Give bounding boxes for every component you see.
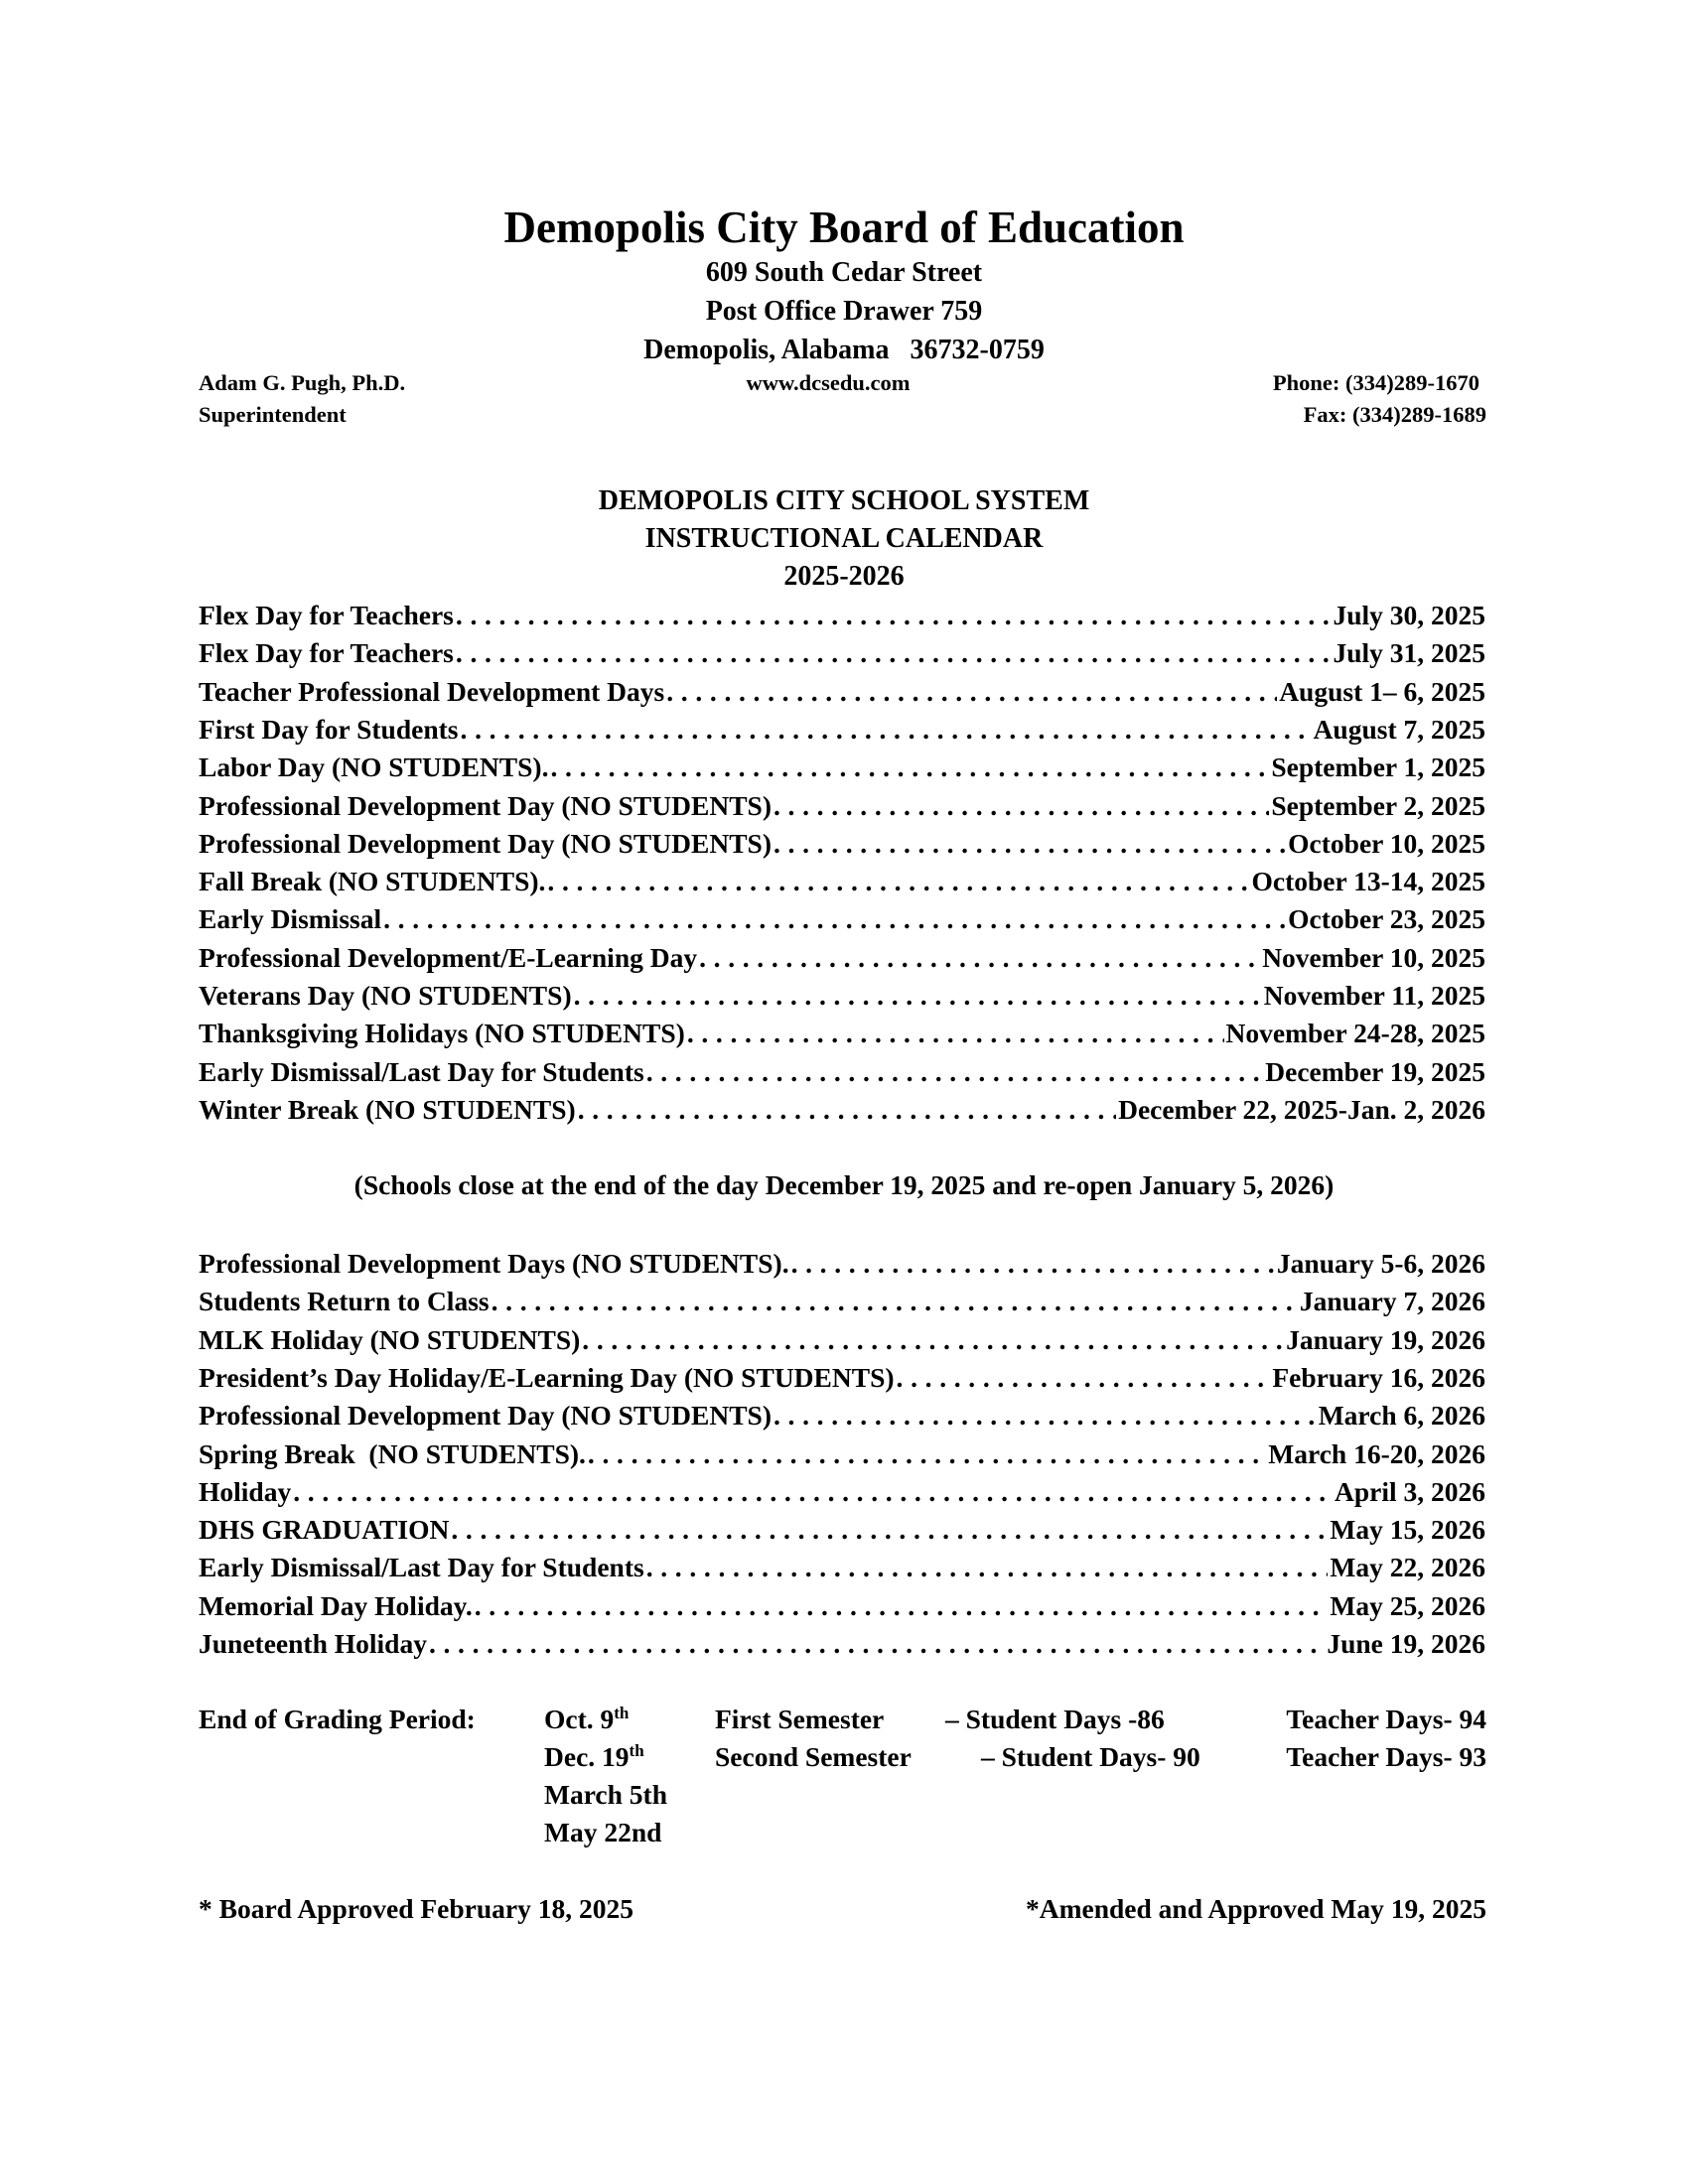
calendar-title: INSTRUCTIONAL CALENDAR [644, 523, 1044, 554]
event-date: May 15, 2026 [1330, 1514, 1485, 1546]
org-name: Demopolis City Board of Education [503, 203, 1185, 252]
dot-leader [475, 1590, 1329, 1622]
semester-teacher-days: Teacher Days- 94 [1286, 1704, 1486, 1734]
dot-leader [461, 714, 1312, 746]
calendar-row [199, 1400, 1485, 1435]
event-date: May 22, 2026 [1330, 1552, 1485, 1583]
winter-break-note: (Schools close at the end of the day December 19, 2025 and re-open January 5, 2026) [353, 1169, 1335, 1200]
calendar-row [199, 790, 1485, 826]
event-name: Professional Development Day (NO STUDENTS) [199, 1400, 772, 1432]
calendar-row [199, 942, 1485, 978]
semester-name: First Semester [715, 1704, 885, 1734]
semester-name: Second Semester [715, 1741, 912, 1772]
grading-period-date [544, 1779, 667, 1811]
calendar-row [199, 751, 1485, 787]
dot-leader [791, 1248, 1275, 1280]
calendar-row [199, 1248, 1485, 1284]
calendar-row [199, 828, 1485, 864]
school-system-heading: DEMOPOLIS CITY SCHOOL SYSTEM [598, 485, 1090, 516]
dot-leader [383, 903, 1286, 935]
event-name: Holiday [199, 1475, 292, 1507]
event-name: Professional Development Day (NO STUDENTS) [199, 827, 772, 859]
event-date: August 7, 2025 [1313, 713, 1485, 745]
address-street: 609 South Cedar Street [705, 257, 983, 288]
event-name: Flex Day for Teachers [199, 637, 454, 669]
event-name: Professional Development/E-Learning Day [199, 941, 698, 973]
event-date: January 7, 2026 [1299, 1286, 1485, 1317]
event-date: October 10, 2025 [1288, 827, 1485, 859]
calendar-row [199, 1094, 1485, 1130]
event-name: Memorial Day Holiday. [199, 1589, 473, 1621]
website-link[interactable]: www.dcsedu.com [746, 370, 911, 395]
event-name: Teacher Professional Development Days [199, 675, 665, 707]
grading-date-suffix: th [614, 1704, 630, 1722]
board-approved-note: * Board Approved February 18, 2025 [199, 1893, 633, 1924]
event-name: MLK Holiday (NO STUDENTS) [199, 1323, 581, 1355]
event-name: Fall Break (NO STUDENTS). [199, 866, 546, 897]
calendar-row [199, 1514, 1485, 1550]
event-name: Winter Break (NO STUDENTS) [199, 1093, 576, 1125]
calendar-row [199, 637, 1485, 673]
event-date: January 5-6, 2026 [1276, 1248, 1485, 1279]
event-date: November 10, 2025 [1262, 941, 1485, 973]
calendar-row [199, 903, 1485, 939]
calendar-row [199, 714, 1485, 750]
event-name: Early Dismissal/Last Day for Students [199, 1055, 644, 1087]
grading-date-base: March 5th [544, 1779, 667, 1810]
event-name: Students Return to Class [199, 1286, 490, 1317]
grading-period-date [544, 1817, 661, 1848]
event-name: Thanksgiving Holidays (NO STUDENTS) [199, 1018, 685, 1049]
calendar-row [199, 1628, 1485, 1664]
grading-date-base: Dec. 19 [544, 1741, 630, 1772]
dot-leader [451, 1514, 1328, 1546]
dot-leader [687, 1018, 1224, 1049]
event-date: April 3, 2026 [1334, 1475, 1485, 1507]
fax-number: Fax: (334)289-1689 [1303, 402, 1486, 427]
event-date: December 22, 2025-Jan. 2, 2026 [1118, 1093, 1485, 1125]
event-date: July 31, 2025 [1333, 637, 1485, 669]
calendar-row [199, 866, 1485, 901]
grading-period-date [544, 1741, 644, 1773]
dot-leader [550, 751, 1269, 783]
dot-leader [897, 1362, 1271, 1394]
calendar-row [199, 600, 1485, 635]
calendar-row [199, 1476, 1485, 1512]
dot-leader [646, 1056, 1264, 1088]
dot-leader [588, 1438, 1266, 1470]
event-name: Juneteenth Holiday [199, 1628, 427, 1659]
semester-student-days: – Student Days- 90 [981, 1741, 1200, 1772]
superintendent-title: Superintendent [199, 402, 347, 427]
calendar-row [199, 1056, 1485, 1092]
dot-leader [547, 866, 1249, 897]
calendar-row [199, 1590, 1485, 1626]
calendar-row [199, 1438, 1485, 1474]
event-date: January 19, 2026 [1286, 1323, 1485, 1355]
event-name: Spring Break (NO STUDENTS). [199, 1437, 586, 1469]
event-date: November 11, 2025 [1263, 980, 1485, 1011]
event-date: June 19, 2026 [1327, 1628, 1485, 1659]
event-date: March 6, 2026 [1318, 1400, 1485, 1432]
event-date: December 19, 2025 [1265, 1055, 1485, 1087]
grading-date-base: Oct. 9 [544, 1704, 615, 1734]
event-date: November 24-28, 2025 [1225, 1018, 1485, 1049]
event-date: September 2, 2025 [1271, 789, 1485, 821]
dot-leader [699, 942, 1260, 974]
event-name: Veterans Day (NO STUDENTS) [199, 980, 572, 1011]
grading-date-suffix: th [629, 1741, 644, 1760]
superintendent-name: Adam G. Pugh, Ph.D. [199, 370, 406, 395]
dot-leader [574, 980, 1262, 1012]
amended-approved-note: *Amended and Approved May 19, 2025 [1026, 1893, 1486, 1924]
address-po-box: Post Office Drawer 759 [705, 296, 983, 327]
dot-leader [456, 637, 1332, 669]
event-date: September 1, 2025 [1271, 751, 1485, 783]
event-date: July 30, 2025 [1333, 600, 1485, 630]
calendar-row [199, 1286, 1485, 1321]
calendar-row [199, 1324, 1485, 1360]
event-date: February 16, 2026 [1272, 1361, 1485, 1393]
grading-date-base: May 22nd [544, 1817, 662, 1847]
dot-leader [774, 828, 1286, 860]
event-name: First Day for Students [199, 713, 459, 745]
calendar-row [199, 980, 1485, 1016]
dot-leader [582, 1324, 1284, 1356]
event-date: March 16-20, 2026 [1268, 1437, 1485, 1469]
phone-number: Phone: (334)289-1670 [1272, 370, 1479, 395]
grading-period-date [544, 1704, 629, 1735]
event-name: Professional Development Days (NO STUDENTS). [199, 1248, 789, 1279]
dot-leader [774, 790, 1269, 822]
dot-leader [293, 1476, 1333, 1508]
semester-student-days: – Student Days -86 [945, 1704, 1165, 1734]
event-name: Labor Day (NO STUDENTS). [199, 751, 549, 783]
event-date: August 1– 6, 2025 [1279, 675, 1485, 707]
calendar-row [199, 1362, 1485, 1398]
address-city: Demopolis, Alabama 36732-0759 [643, 335, 1045, 365]
dot-leader [456, 600, 1332, 631]
calendar-row [199, 1018, 1485, 1053]
dot-leader [429, 1628, 1325, 1660]
calendar-year: 2025-2026 [783, 561, 905, 592]
calendar-row [199, 676, 1485, 712]
grading-period-label: End of Grading Period: [199, 1704, 476, 1734]
semester-teacher-days: Teacher Days- 93 [1286, 1741, 1486, 1772]
event-name: President’s Day Holiday/E-Learning Day (NO STUDENTS) [199, 1361, 895, 1393]
dot-leader [646, 1552, 1329, 1583]
event-date: October 13-14, 2025 [1251, 866, 1485, 897]
event-name: Early Dismissal/Last Day for Students [199, 1552, 644, 1583]
dot-leader [492, 1286, 1298, 1317]
dot-leader [578, 1094, 1116, 1126]
event-date: October 23, 2025 [1288, 903, 1485, 935]
event-name: Professional Development Day (NO STUDENTS) [199, 789, 772, 821]
event-date: May 25, 2026 [1330, 1589, 1485, 1621]
event-name: DHS GRADUATION [199, 1514, 450, 1546]
calendar-row [199, 1552, 1485, 1587]
dot-leader [774, 1400, 1317, 1432]
event-name: Early Dismissal [199, 903, 382, 935]
dot-leader [666, 676, 1277, 708]
event-name: Flex Day for Teachers [199, 600, 454, 630]
